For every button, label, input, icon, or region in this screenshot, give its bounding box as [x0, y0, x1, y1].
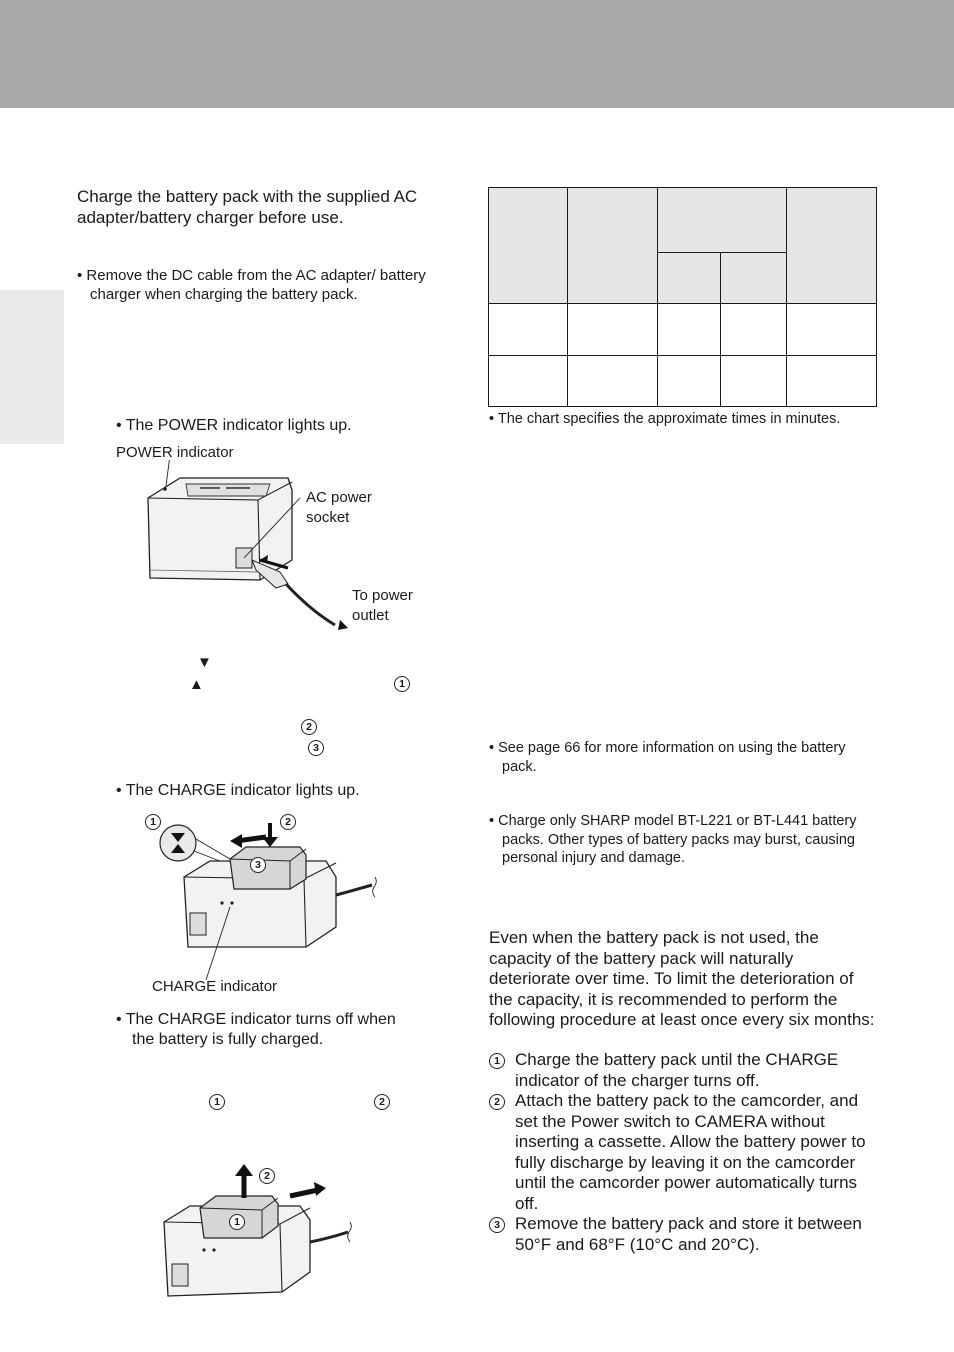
outlet-label-2: outlet: [352, 607, 389, 624]
maintenance-step-1: 1 Charge the battery pack until the CHARGE indicator of the charger turns off.: [489, 1050, 879, 1091]
step-marker-1: 1: [394, 676, 410, 692]
charger-illustration-power: [140, 460, 370, 645]
sharp-battery-note: • Charge only SHARP model BT-L221 or BT-L441 battery packs. Other types of battery packs may burst, causing personal injury and damage.: [489, 813, 857, 866]
charge-indicator-label: CHARGE indicator: [152, 978, 278, 995]
outlet-label-1: To power: [352, 587, 413, 604]
maintenance-paragraph: Even when the battery pack is not used, the capacity of the battery pack will naturally deteriorate over time. To limit the deterioration of the capacity, it is recommended to perform the following procedure at least once every six months:: [489, 928, 875, 1029]
table-header-cell: [489, 188, 568, 304]
charging-time-table: [488, 187, 877, 407]
table-header-cell: [787, 188, 877, 304]
fig2-marker-2: 2: [280, 814, 296, 830]
charger-illustration-remove: [160, 1160, 360, 1310]
ac-socket-label-2: socket: [306, 509, 350, 526]
intro-text: Charge the battery pack with the supplied AC adapter/battery charger before use.: [77, 187, 418, 227]
charge-off-note-1: • The CHARGE indicator turns off when: [116, 1011, 396, 1028]
fig3-marker-2: 2: [259, 1168, 275, 1184]
remove-marker-2: 2: [374, 1094, 390, 1110]
dc-cable-note: • Remove the DC cable from the AC adapter/ battery charger when charging the battery pack.: [77, 267, 426, 303]
maintenance-step-2: 2 Attach the battery pack to the camcorder, and set the Power switch to CAMERA without inserting a cassette. Allow the battery power to fully discharge by leaving it on the camcorder until the camcorder power automatically turns off.: [489, 1091, 879, 1214]
table-row: [489, 356, 877, 407]
down-triangle-mark: ▼: [197, 654, 212, 671]
fig2-marker-1: 1: [145, 814, 161, 830]
table-row: [489, 304, 877, 356]
table-header-cell: [658, 253, 721, 304]
charge-off-note-2: the battery is fully charged.: [132, 1031, 324, 1048]
chart-note: • The chart specifies the approximate times in minutes.: [489, 411, 841, 427]
charger-illustration-attach: [150, 815, 390, 980]
step-marker-2: 2: [301, 719, 317, 735]
table-header-cell: [658, 188, 787, 253]
table-header-cell: [721, 253, 787, 304]
fig3-marker-1: 1: [229, 1214, 245, 1230]
charge-indicator-note: • The CHARGE indicator lights up.: [116, 782, 360, 799]
ac-socket-label-1: AC power: [306, 489, 372, 506]
maintenance-steps: [489, 1050, 879, 1255]
header-band: [0, 0, 954, 108]
remove-marker-1: 1: [209, 1094, 225, 1110]
table-header-cell: [568, 188, 658, 304]
fig2-marker-3: 3: [250, 857, 266, 873]
side-tab: [0, 290, 64, 444]
up-triangle-mark: ▲: [189, 676, 204, 693]
power-indicator-note: • The POWER indicator lights up.: [116, 417, 352, 434]
see-page-note: • See page 66 for more information on using the battery pack.: [489, 740, 846, 775]
step-marker-3: 3: [308, 740, 324, 756]
power-indicator-label: POWER indicator: [116, 444, 234, 461]
maintenance-step-3: 3 Remove the battery pack and store it between 50°F and 68°F (10°C and 20°C).: [489, 1214, 879, 1255]
